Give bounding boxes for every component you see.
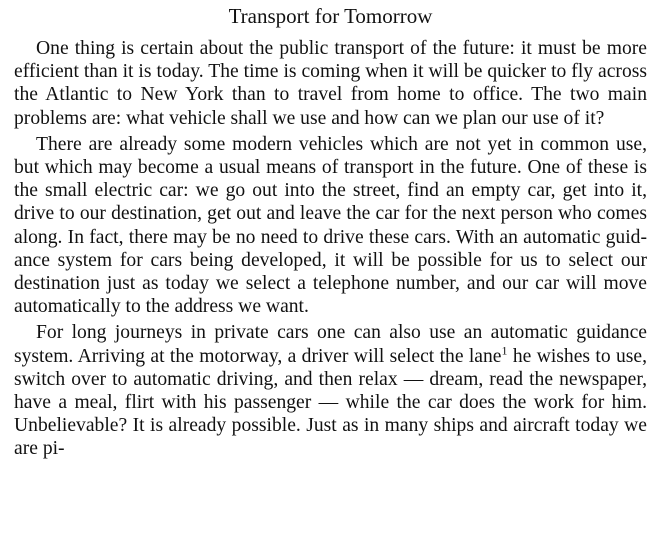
paragraph-3 [14,321,647,460]
page-title: Transport for Tomorrow [228,4,433,28]
paragraph-1: One thing is certain about the public transport of the future: it must be more efficient than it is today. The time is coming when it will be quicker to fly across the Atlantic to New York than to travel from home to office. The two main problems are: what vehicle shall we use and how can we plan our use of it? [14,38,647,129]
footnote-mark: 1 [501,343,508,358]
paragraph-2: There are already some modern vehicles which are not yet in common use, but which may become a usual means of transport in the future. One of these is the small electric car: we go out into the street, find an empty car, get into it, drive to our destination, get out and leave the car for the next person who comes along. In fact, there may be no need to drive these cars. With an automatic guidance system for cars being developed, it will be possible for us to select our destination just as today we select a telephone number, and our car will move automatically to the address we want. [14,133,647,318]
paragraph-3-text-after: he wishes to use, switch over to automatic driving, and then relax — dream, read the newspaper, have a meal, flirt with his passenger — while the car does the work for him. Unbelievable? It is already possible. Just as in many ships and aircraft today we are pi- [14,345,648,460]
paragraph-3-text-before: For long journeys in private cars one can also use an automatic guidance system. Arriving at the motorway, a driver will select the lane [14,322,647,367]
